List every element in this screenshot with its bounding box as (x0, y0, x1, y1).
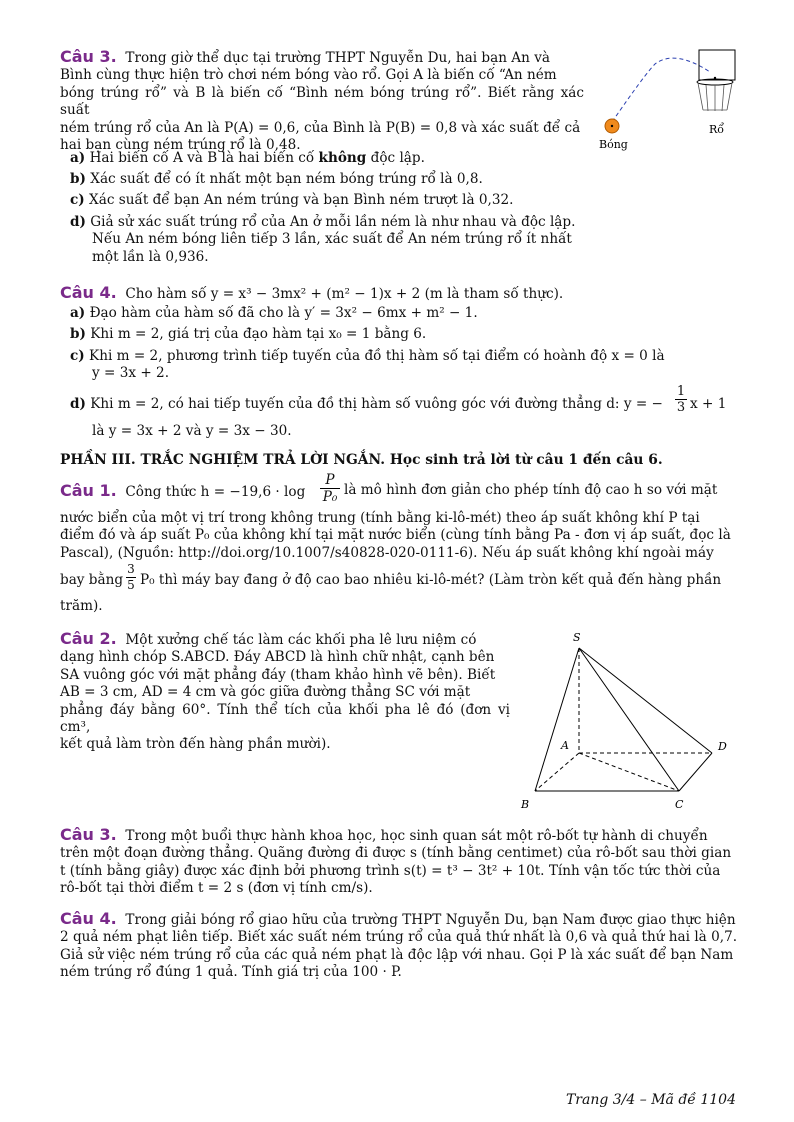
option-b: b) Khi m = 2, giá trị của đạo hàm tại x₀ = 1 bằng 6. (70, 326, 427, 342)
question-4 (60, 284, 740, 303)
option-c: c) Khi m = 2, phương trình tiếp tuyến của đồ thị hàm số tại điểm có hoành độ x = 0 là y = 3x + 2. (70, 348, 665, 382)
ball-label: Bóng (599, 138, 628, 151)
vertex-s-label: S (573, 631, 581, 644)
part3-question-2: Câu 2. Một xưởng chế tác làm các khối pha lê lưu niệm có dạng hình chóp S.ABCD. Đáy ABCD là hình chữ nhật, cạnh bên SA vuông góc với mặt phẳng đáy (tham khảo hình vẽ bên). Biết AB = 3 cm, AD = 4 cm và góc giữa đường thẳng SC với mặt phẳng đáy bằng 60°. Tính thể tích của khối pha lê đó (đơn vị cm³, kết quả làm tròn đến hàng phần mười). (60, 629, 510, 753)
option-a: a) Đạo hàm của hàm số đã cho là y′ = 3x² − 6mx + m² − 1. (70, 305, 478, 321)
option-b: b) Xác suất để có ít nhất một bạn ném bóng trúng rổ là 0,8. (70, 171, 483, 187)
option-c: c) Xác suất để bạn An ném trúng và bạn Bình ném trượt là 0,32. (70, 192, 514, 208)
vertex-c-label: C (675, 798, 684, 811)
basketball-figure (595, 44, 745, 156)
option-d: d) Khi m = 2, có hai tiếp tuyến của đồ thị hàm số vuông góc với đường thẳng d: y = − 1 3 x + 1 là y = 3x + 2 và y = 3x − 30. (70, 384, 727, 439)
question-label: Câu 4. (60, 283, 117, 302)
page-footer: Trang 3/4 – Mã đề 1104 (565, 1092, 736, 1108)
question-text: Trong giờ thể dục tại trường THPT Nguyễn Du, hai bạn An và (125, 50, 550, 66)
option-a: a) Hai biến cố A và B là hai biến cố không độc lập. (70, 150, 425, 166)
part3-question-4: Câu 4. Trong giải bóng rổ giao hữu của trường THPT Nguyễn Du, bạn Nam được giao thực hiện 2 quả ném phạt liên tiếp. Biết xác suất ném trúng rổ của quả thứ nhất là 0,6 và quả thứ hai là 0,7. Giả sử việc ném trúng rổ của các quả ném phạt là độc lập với nhau. Gọi P là xác suất để bạn Nam ném trúng rổ đúng 1 quả. Tính giá trị của 100 · P. (60, 909, 738, 981)
question-text: Bình cùng thực hiện trò chơi ném bóng vào rổ. Gọi A là biến cố “An ném (60, 67, 557, 84)
part3-question-3: Câu 3. Trong một buổi thực hành khoa học, học sinh quan sát một rô-bốt tự hành di chuyển trên một đoạn đường thẳng. Quãng đường đi được s (tính bằng centimet) của rô-bốt sau thời gian t (tính bằng giây) được xác định bởi phương trình s(t) = t³ − 3t² + 10t. Tính vận tốc tức thời của rô-bốt tại thời điểm t = 2 s (đơn vị tính cm/s). (60, 825, 732, 897)
question-text: hai bạn cùng ném trúng rổ là 0,48. (60, 137, 301, 154)
basket-net-icon (698, 83, 732, 111)
question-text: ném trúng rổ của An là P(A) = 0,6, của Bình là P(B) = 0,8 và xác suất để cả (60, 119, 581, 136)
vertex-d-label: D (718, 740, 727, 753)
question-3 (60, 48, 584, 154)
section-title: PHẦN III. TRẮC NGHIỆM TRẢ LỜI NGẮN. Học sinh trả lời từ câu 1 đến câu 6. (60, 452, 663, 468)
question-text: Cho hàm số y = x³ − 3mx² + (m² − 1)x + 2 (m là tham số thực). (125, 286, 564, 302)
basket-label: Rổ (709, 123, 725, 136)
vertex-a-label: A (561, 739, 569, 752)
option-d: d) Giả sử xác suất trúng rổ của An ở mỗi lần ném là như nhau và độc lập. Nếu An ném bóng liên tiếp 3 lần, xác suất để An ném trúng rổ ít nhất một lần là 0,936. (70, 214, 576, 265)
question-label: Câu 3. (60, 47, 117, 66)
vertex-b-label: B (521, 798, 530, 811)
question-text: bóng trúng rổ” và B là biến cố “Bình ném bóng trúng rổ”. Biết rằng xác suất (60, 84, 584, 119)
pyramid-figure (515, 628, 745, 818)
backboard-icon (699, 50, 735, 80)
part3-question-1: Câu 1. Công thức h = −19,6 · log P P₀ là mô hình đơn giản cho phép tính độ cao h so với mặt nước biển của một vị trí trong không trung (tính bằng ki-lô-mét) theo áp suất không khí P tại điểm đó và áp suất P₀ của không khí tại mặt nước biển (cùng tính bằng Pa - đơn vị áp suất, đọc là Pascal), (Nguồn: http://doi.org/10.1007/s40828-020-0111-6). Nếu áp suất không khí ngoài máy bay bằng 3 5 P₀ thì máy bay đang ở độ cao bao nhiêu ki-lô-mét? (Làm tròn kết quả đến hàng phần trăm). (60, 472, 731, 615)
